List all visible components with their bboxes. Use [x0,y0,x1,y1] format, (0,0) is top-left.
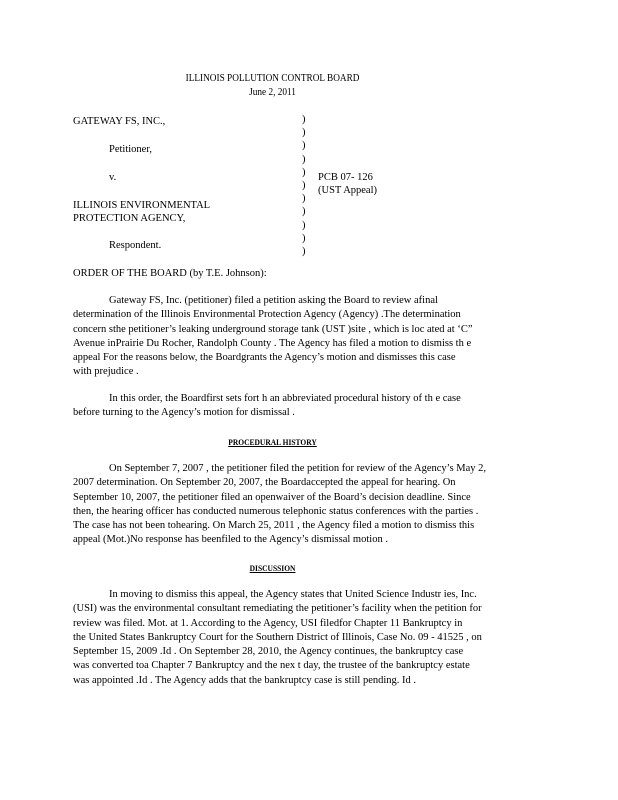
text-line: Gateway FS, Inc. (petitioner) filed a petition asking the Board to review afinal [109,295,438,306]
paren: ) [302,180,306,192]
text-line: September 15, 2009 .Id . On September 28, 2010, the Agency continues, the bankruptcy case [73,646,464,658]
text-line: with prejudice . [73,366,139,378]
text-line: the United States Bankruptcy Court for the Southern District of Illinois, Case No. 09 - 41525 , on [73,631,482,643]
text-line: The case has not been tohearing. On March 25, 2011 , the Agency filed a motion to dismiss this [73,520,475,532]
caption-parentheses [302,113,306,258]
text-line: On September 7, 2007 , the petitioner filed the petition for review of the Agency’s May 2, [109,463,487,474]
paren: ) [302,246,306,258]
paren: ) [302,114,306,125]
paren: ) [302,232,306,244]
paragraph-intro [73,294,472,380]
text-line: was converted toa Chapter 7 Bankruptcy and the nex t day, the trustee of the bankruptcy estate [73,660,470,672]
respondent-role: Respondent. [109,240,162,251]
text-line: then, the hearing officer has conducted numerous telephonic status conferences with the parties . [73,505,479,517]
petitioner-role: Petitioner, [109,144,153,155]
board-name: ILLINOIS POLLUTION CONTROL BOARD [185,73,360,84]
paren: ) [302,127,306,139]
paragraph-discussion [73,588,482,688]
text-line: In this order, the Boardfirst sets fort h an abbreviated procedural history of th e case [109,393,461,404]
paren: ) [302,206,306,218]
text-line: concern sthe petitioner’s leaking underground storage tank (UST )site , which is loc ated at ‘C” [73,323,473,335]
text-line: In moving to dismiss this appeal, the Agency states that United Science Industr ies, Inc. [109,589,477,600]
text-line: appeal (Mot.)No response has beenfiled to the Agency’s dismissal motion . [73,534,388,546]
order-heading: ORDER OF THE BOARD (by T.E. Johnson): [73,268,267,279]
text-line: Avenue inPrairie Du Rocher, Randolph County . The Agency has filed a motion to dismiss th e [73,337,472,349]
document-date: June 2, 2011 [249,87,296,98]
text-line: appeal For the reasons below, the Boardgrants the Agency’s motion and dismisses this case [73,352,456,364]
petitioner-name: GATEWAY FS, INC., [73,116,166,127]
respondent-name-line2: PROTECTION AGENCY, [73,213,186,224]
text-line: was appointed .Id . The Agency adds that the bankruptcy case is still pending. Id . [73,674,417,686]
case-number: PCB 07- 126 [318,172,373,183]
paren: ) [302,140,306,152]
paren: ) [302,166,306,178]
paragraph-procedural-history [73,462,486,548]
versus-label: v. [109,172,117,183]
case-type: (UST Appeal) [318,185,378,196]
paren: ) [302,219,306,231]
text-line: (USI) was the environmental consultant remediating the petitioner’s facility when the petition for [73,603,482,615]
discussion-heading: DISCUSSION [249,563,296,573]
respondent-name-line1: ILLINOIS ENVIRONMENTAL [73,200,211,211]
paren: ) [302,193,306,205]
text-line: review was filed. Mot. at 1. According to the Agency, USI filedfor Chapter 11 Bankruptcy in [73,617,463,629]
paragraph-overview [73,392,461,421]
text-line: September 10, 2007, the petitioner filed an openwaiver of the Board’s decision deadline. Since [73,491,471,503]
text-line: before turning to the Agency’s motion for dismissal . [73,407,295,419]
text-line: determination of the Illinois Environmental Protection Agency (Agency) .The determination [73,309,461,321]
paren: ) [302,153,306,165]
procedural-history-heading: PROCEDURAL HISTORY [228,437,317,447]
text-line: 2007 determination. On September 20, 2007, the Boardaccepted the appeal for hearing. On [73,477,456,489]
